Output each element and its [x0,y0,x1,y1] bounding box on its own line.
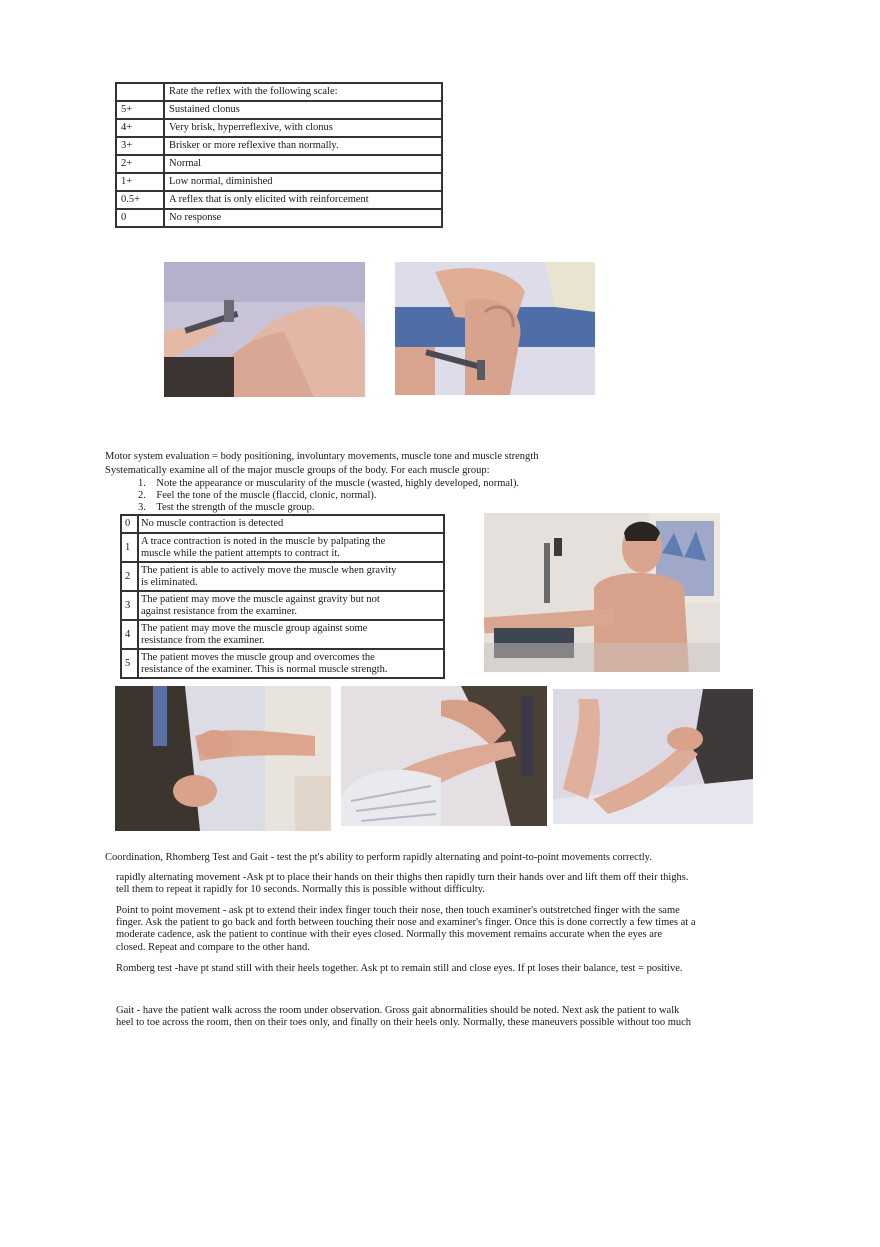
paragraph-line: rapidly alternating movement -Ask pt to place their hands on their thighs then rapidly turn their hands over and lift them off their thighs. [116,872,689,883]
table-row [116,101,442,119]
list-text: Test the strength of the muscle group. [156,502,315,513]
table-row [121,515,444,533]
reflex-description: A reflex that is only elicited with reinforcement [164,191,442,209]
strength-description [138,620,444,649]
table-row [121,533,444,562]
point-to-point-paragraph [116,905,696,954]
table-row [116,155,442,173]
list-number: 1. [138,478,146,489]
table-row [116,119,442,137]
strength-description [138,591,444,620]
strength-line: The patient moves the muscle group and overcomes the [141,651,375,663]
strength-line: resistance of the examiner. This is normal muscle strength. [141,663,388,675]
list-item [138,502,315,513]
strength-description [138,515,444,533]
table-row [116,191,442,209]
list-item [138,490,377,501]
list-text: Feel the tone of the muscle (flaccid, clonic, normal). [156,490,377,501]
paragraph-line: moderate cadence, ask the patient to continue with their eyes closed. Normally this movement remains accurate when the eyes are [116,929,663,941]
table-row [121,562,444,591]
table-row [121,591,444,620]
motor-system-instruction: Systematically examine all of the major muscle groups of the body. For each muscle group: [105,465,490,476]
leg-strength-photo [341,686,547,826]
reflex-grade: 5+ [116,101,164,119]
table-row [116,83,442,101]
strength-line: The patient may move the muscle against gravity but not [141,593,380,605]
strength-line: resistance from the examiner. [141,634,265,646]
strength-line: muscle while the patient attempts to contract it. [141,547,340,559]
strength-grade: 0 [121,515,138,533]
list-number: 3. [138,502,146,513]
rapid-alternating-paragraph [116,872,689,896]
strength-grade: 5 [121,649,138,678]
ankle-strength-photo [553,689,753,824]
strength-grade: 1 [121,533,138,562]
arm-strength-photo [484,513,720,672]
strength-line: is eliminated. [141,576,198,588]
paragraph-line: Point to point movement - ask pt to extend their index finger touch their nose, then touch examiner's outstretched finger with the same [116,905,680,916]
coordination-heading: Coordination, Rhomberg Test and Gait - test the pt's ability to perform rapidly alternating and point-to-point movements correctly. [105,852,652,863]
list-number: 2. [138,490,146,501]
reflex-grade: 2+ [116,155,164,173]
paragraph-line: heel to toe across the room, then on their toes only, and finally on their heels only. Normally, these maneuvers possible without too much [116,1017,692,1029]
reflex-grade: 0 [116,209,164,227]
gait-paragraph [116,1005,691,1029]
reflex-description: Very brisk, hyperreflexive, with clonus [164,119,442,137]
reflex-scale-header: Rate the reflex with the following scale: [164,83,442,101]
strength-description [138,562,444,591]
reflex-grade: 3+ [116,137,164,155]
reflex-description: Low normal, diminished [164,173,442,191]
strength-line: The patient is able to actively move the muscle when gravity [141,564,397,576]
wrist-strength-photo [115,686,331,831]
table-row [121,620,444,649]
list-text: Note the appearance or muscularity of the muscle (wasted, highly developed, normal). [156,478,520,489]
reflex-description: No response [164,209,442,227]
table-cell [116,83,164,101]
knee-reflex-photo-seated [395,262,595,395]
strength-line: No muscle contraction is detected [141,518,284,529]
paragraph-line: finger. Ask the patient to go back and forth between touching their nose and examiner's finger. Once this is done correctly a few times at a [116,917,696,929]
strength-description [138,649,444,678]
strength-grade: 4 [121,620,138,649]
reflex-grade: 1+ [116,173,164,191]
knee-reflex-photo-side [164,262,365,397]
strength-line: against resistance from the examiner. [141,605,297,617]
list-item [138,478,519,489]
strength-line: The patient may move the muscle group against some [141,622,368,634]
strength-grade: 2 [121,562,138,591]
muscle-strength-table [120,514,445,679]
table-row [116,137,442,155]
strength-grade: 3 [121,591,138,620]
table-row [116,209,442,227]
reflex-grade: 0.5+ [116,191,164,209]
paragraph-line: closed. Repeat and compare to the other hand. [116,941,310,953]
reflex-grade: 4+ [116,119,164,137]
reflex-scale-table [115,82,443,228]
motor-system-intro: Motor system evaluation = body positioning, involuntary movements, muscle tone and muscle strength [105,451,539,462]
strength-line: A trace contraction is noted in the muscle by palpating the [141,535,386,547]
paragraph-line: Gait - have the patient walk across the room under observation. Gross gait abnormalities should be noted. Next ask the patient to walk [116,1005,680,1016]
table-row [121,649,444,678]
strength-description [138,533,444,562]
romberg-paragraph: Romberg test -have pt stand still with their heels together. Ask pt to remain still and close eyes. If pt loses their balance, test = positive. [116,963,683,974]
reflex-description: Brisker or more reflexive than normally. [164,137,442,155]
reflex-description: Sustained clonus [164,101,442,119]
reflex-description: Normal [164,155,442,173]
table-row [116,173,442,191]
paragraph-line: tell them to repeat it rapidly for 10 seconds. Normally this is possible without difficulty. [116,884,485,896]
